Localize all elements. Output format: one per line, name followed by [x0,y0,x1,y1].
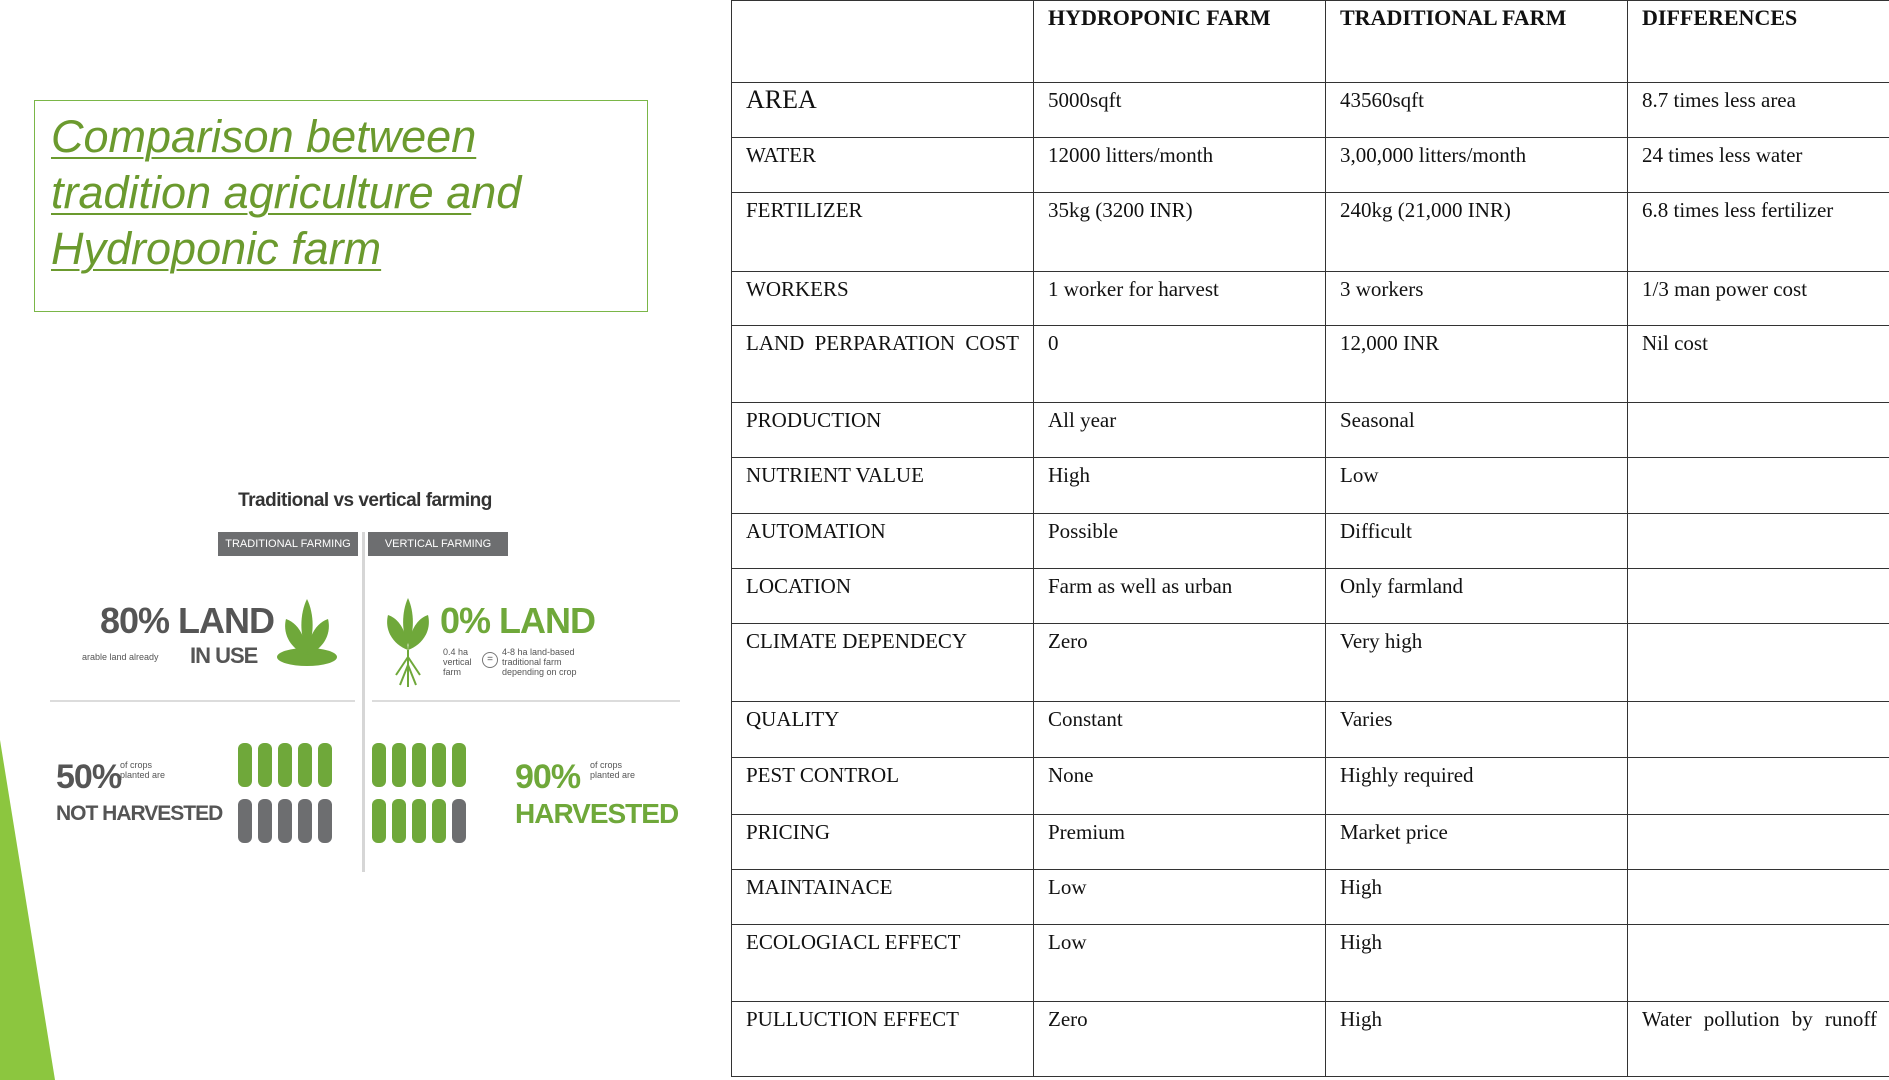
table-cell: Only farmland [1326,568,1628,623]
table-cell [1628,458,1889,513]
row-label: PRICING [732,814,1034,869]
table-cell: None [1034,757,1326,814]
table-cell: Low [1034,870,1326,925]
table-cell: Nil cost [1628,325,1889,402]
table-cell: 8.7 times less area [1628,83,1889,138]
table-cell: 35kg (3200 INR) [1034,193,1326,271]
table-row [732,513,1889,568]
table-cell [1628,513,1889,568]
row-label: PULLUCTION EFFECT [732,1001,1034,1076]
table-cell: Difficult [1326,513,1628,568]
left-land-tag: IN USE [190,643,258,668]
left-harvest-percent: 50% [56,758,122,796]
infographic-divider-vertical [362,532,365,872]
infographic-divider-left [50,700,355,702]
header-cell: DIFFERENCES [1628,1,1889,83]
table-cell: High [1326,1001,1628,1076]
table-cell: Low [1034,925,1326,1001]
title-line-2b: nd [471,167,522,218]
table-cell [1628,925,1889,1001]
table-cell: Varies [1326,702,1628,757]
vertical-farming-label: VERTICAL FARMING [368,532,508,556]
table-row [732,702,1889,757]
table-cell [1628,568,1889,623]
table-cell: High [1034,458,1326,513]
infographic-title: Traditional vs vertical farming [238,490,492,511]
table-cell: Very high [1326,624,1628,702]
table-row [732,568,1889,623]
row-label: AUTOMATION [732,513,1034,568]
table-cell: 12000 litters/month [1034,138,1326,193]
table-cell: Constant [1034,702,1326,757]
row-label: PRODUCTION [732,403,1034,458]
table-cell: Premium [1034,814,1326,869]
row-label: PEST CONTROL [732,757,1034,814]
row-label: WATER [732,138,1034,193]
table-cell: Zero [1034,624,1326,702]
table-cell: 12,000 INR [1326,325,1628,402]
row-label: CLIMATE DEPENDECY [732,624,1034,702]
table-cell [1628,757,1889,814]
left-land-percent: 80% LAND [100,600,275,641]
table-cell: 0 [1034,325,1326,402]
table-cell [1628,870,1889,925]
crops-most-icon [370,735,470,850]
table-cell: All year [1034,403,1326,458]
table-cell: High [1326,870,1628,925]
right-harvest-caption: of crops planted are [590,760,636,780]
table-cell: Possible [1034,513,1326,568]
table-cell [1628,624,1889,702]
table-cell: Highly required [1326,757,1628,814]
row-label: FERTILIZER [732,193,1034,271]
row-label: LAND PERPARATION COST [732,325,1034,402]
table-cell: 3 workers [1326,271,1628,325]
table-row [732,325,1889,402]
crops-half-icon [236,735,336,850]
right-harvest-tag: HARVESTED [515,798,679,829]
table-cell: 6.8 times less fertilizer [1628,193,1889,271]
equals-circle-icon: = [482,652,498,668]
right-land-percent: 0% LAND [440,600,596,641]
slide-title [51,109,637,277]
title-line-2a: tradition agriculture a [51,167,472,218]
row-label: QUALITY [732,702,1034,757]
row-label: MAINTAINACE [732,870,1034,925]
table-row [732,403,1889,458]
table-row [732,193,1889,271]
table-cell: Seasonal [1326,403,1628,458]
row-label: WORKERS [732,271,1034,325]
row-label: ECOLOGIACL EFFECT [732,925,1034,1001]
table-row [732,814,1889,869]
table-cell: Water pollution by runoff [1628,1001,1889,1076]
left-land-caption: arable land already [82,652,159,662]
table-cell: Farm as well as urban [1034,568,1326,623]
sprout-icon [272,595,342,670]
table-row [732,757,1889,814]
sprout-roots-icon [378,595,438,690]
table-row [732,271,1889,325]
right-land-caption-a: 0.4 ha vertical farm [443,647,472,677]
farming-infographic [50,480,680,880]
table-cell: Zero [1034,1001,1326,1076]
table-cell: 240kg (21,000 INR) [1326,193,1628,271]
table-cell [1628,403,1889,458]
comparison-table [731,0,1889,1077]
table-cell: 5000sqft [1034,83,1326,138]
traditional-farming-label: TRADITIONAL FARMING [218,532,358,556]
table-cell: 3,00,000 litters/month [1326,138,1628,193]
table-cell: 1/3 man power cost [1628,271,1889,325]
title-box [34,100,648,312]
title-line-3: Hydroponic farm [51,223,382,274]
header-cell: HYDROPONIC FARM [1034,1,1326,83]
row-label: LOCATION [732,568,1034,623]
table-cell: 24 times less water [1628,138,1889,193]
right-land-caption-b: 4-8 ha land-based traditional farm depending on crop [502,647,577,677]
table-row [732,870,1889,925]
table-cell: Low [1326,458,1628,513]
header-cell [732,1,1034,83]
table-cell: 1 worker for harvest [1034,271,1326,325]
table-cell: Market price [1326,814,1628,869]
table-cell [1628,702,1889,757]
table-cell [1628,814,1889,869]
row-label: NUTRIENT VALUE [732,458,1034,513]
table-row [732,138,1889,193]
table-cell: 43560sqft [1326,83,1628,138]
table-cell: High [1326,925,1628,1001]
table-row [732,624,1889,702]
header-cell: TRADITIONAL FARM [1326,1,1628,83]
slide-accent-shape [0,740,55,1080]
row-label: AREA [732,83,1034,138]
table-row [732,925,1889,1001]
infographic-divider-right [372,700,680,702]
table-row [732,458,1889,513]
table-row [732,83,1889,138]
table-header-row [732,1,1889,83]
table-row [732,1001,1889,1076]
left-harvest-caption: of crops planted are [120,760,166,780]
left-harvest-tag: NOT HARVESTED [56,802,223,825]
right-harvest-percent: 90% [515,758,581,796]
title-line-1: Comparison between [51,111,477,162]
